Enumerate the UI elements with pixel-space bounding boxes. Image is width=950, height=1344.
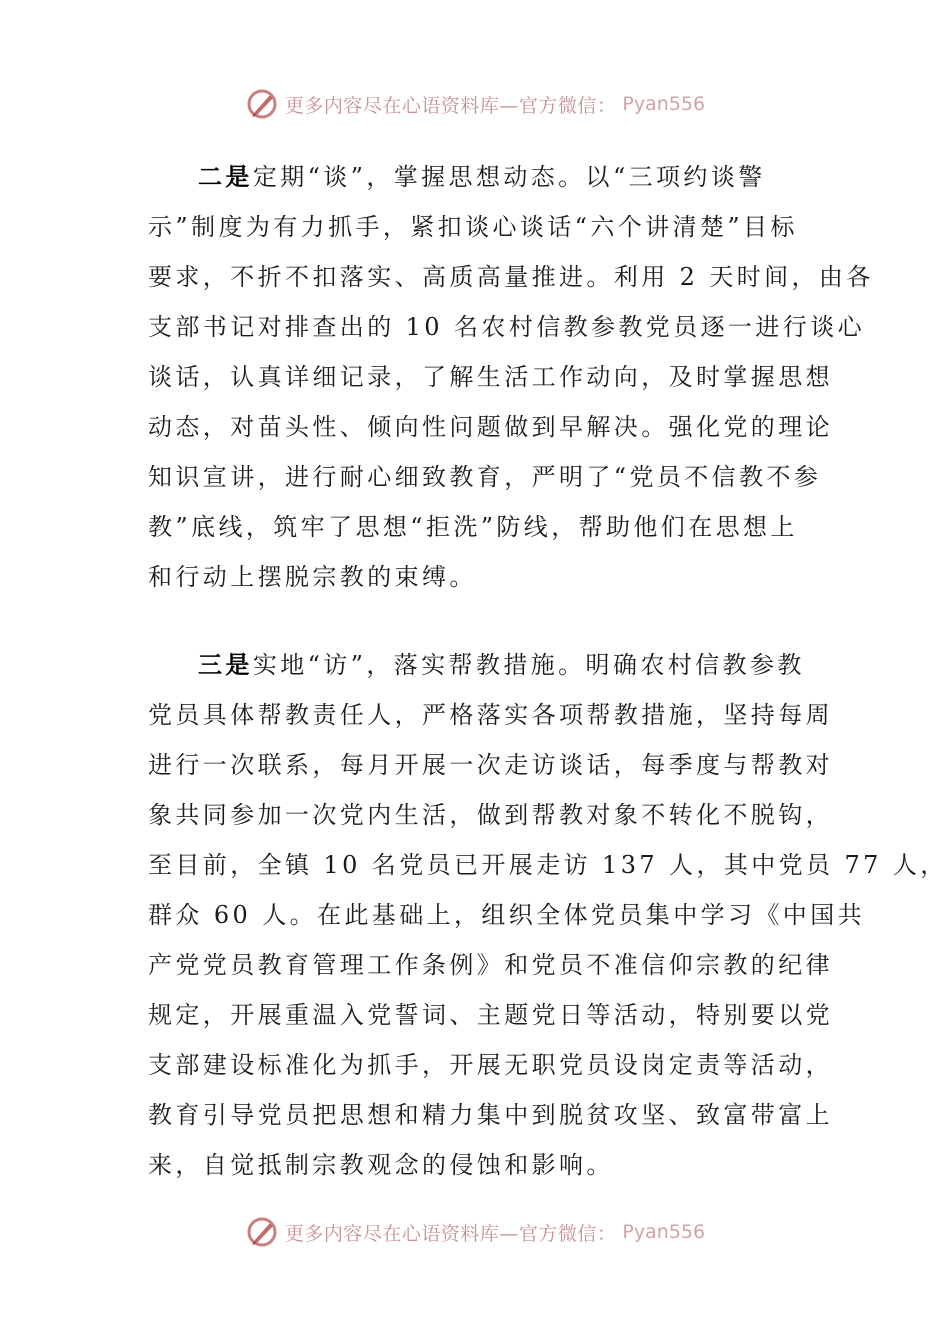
- paragraph-line: 知识宣讲，进行耐心细致教育，严明了“党员不信教不参: [148, 463, 822, 491]
- pen-logo-icon: [245, 1215, 279, 1249]
- paragraph-line: 来，自觉抵制宗教观念的侵蚀和影响。: [148, 1151, 614, 1179]
- pen-logo-icon: [245, 87, 279, 121]
- paragraph-line: 规定，开展重温入党誓词、主题党日等活动，特别要以党: [148, 1001, 833, 1029]
- paragraph-lead: 三是: [198, 650, 253, 679]
- paragraph-three: [148, 640, 948, 1190]
- paragraph-line: 进行一次联系，每月开展一次走访谈话，每季度与帮教对: [148, 751, 833, 779]
- paragraph-line: 象共同参加一次党内生活，做到帮教对象不转化不脱钩，: [148, 801, 833, 829]
- paragraph-line: 谈话，认真详细记录，了解生活工作动向，及时掌握思想: [148, 363, 833, 391]
- paragraph-first-line: [148, 152, 828, 202]
- paragraph-line: 支部建设标准化为抓手，开展无职党员设岗定责等活动，: [148, 1051, 833, 1079]
- paragraph-line: 示”制度为有力抓手，紧扣谈心谈话“六个讲清楚”目标: [148, 213, 798, 241]
- document-body: [148, 152, 948, 1190]
- watermark-wechat-id: Pyan556: [622, 93, 706, 115]
- paragraph-two: [148, 152, 874, 602]
- paragraph-spacer: [148, 602, 828, 640]
- paragraph-first-line: [148, 640, 828, 690]
- paragraph-line: 要求，不折不扣落实、高质高量推进。利用 2 天时间，由各: [148, 263, 874, 291]
- paragraph-line: 支部书记对排查出的 10 名农村信教参教党员逐一进行谈心: [148, 313, 865, 341]
- watermark-footer: [0, 1212, 950, 1252]
- paragraph-line: 和行动上摆脱宗教的束缚。: [148, 563, 477, 591]
- paragraph-lead: 二是: [198, 162, 253, 191]
- paragraph-first-line-text: 实地“访”，落实帮教措施。明确农村信教参教: [252, 651, 805, 679]
- paragraph-line: 教”底线，筑牢了思想“拒洗”防线，帮助他们在思想上: [148, 513, 798, 541]
- watermark-text: 更多内容尽在心语资料库—官方微信：: [284, 1222, 617, 1245]
- paragraph-line: 至目前，全镇 10 名党员已开展走访 137 人，其中党员 77 人，: [148, 851, 948, 879]
- paragraph-line: 产党党员教育管理工作条例》和党员不准信仰宗教的纪律: [148, 951, 833, 979]
- paragraph-line: 教育引导党员把思想和精力集中到脱贫攻坚、致富带富上: [148, 1101, 833, 1129]
- paragraph-line: 党员具体帮教责任人，严格落实各项帮教措施，坚持每周: [148, 701, 833, 729]
- paragraph-first-line-text: 定期“谈”，掌握思想动态。以“三项约谈警: [252, 163, 766, 191]
- watermark-text: 更多内容尽在心语资料库—官方微信：: [284, 94, 617, 117]
- watermark-header: [0, 84, 950, 124]
- paragraph-line: 动态，对苗头性、倾向性问题做到早解决。强化党的理论: [148, 413, 833, 441]
- paragraph-line: 群众 60 人。在此基础上，组织全体党员集中学习《中国共: [148, 901, 865, 929]
- watermark-wechat-id: Pyan556: [622, 1221, 706, 1243]
